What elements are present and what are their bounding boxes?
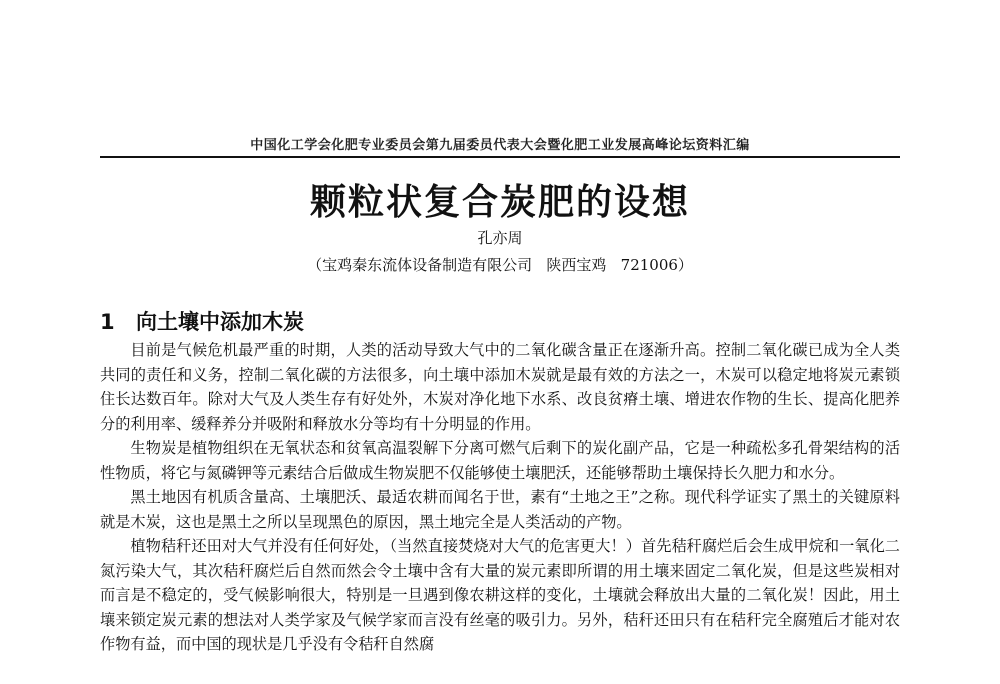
header-rule xyxy=(100,156,900,158)
section-heading xyxy=(100,308,900,336)
paper-title: 颗粒状复合炭肥的设想 xyxy=(309,182,690,223)
section-title: 向土壤中添加木炭 xyxy=(136,310,304,334)
paragraph: 植物秸秆还田对大气并没有任何好处，（当然直接焚烧对大气的危害更大！）首先秸秆腐烂后会生成甲烷和一氧化二氮污染大气，其次秸秆腐烂后自然而然会令土壤中含有大量的炭元素即所谓的用土壤来固定二氧化炭，但是这些炭相对而言是不稳定的，受气候影响很大，特别是一旦遇到像农耕这样的变化，土壤就会释放出大量的二氧化炭！因此，用土壤来锁定炭元素的想法对人类学家及气候学家而言没有丝毫的吸引力。另外，秸秆还田只有在秸秆完全腐殖后才能对农作物有益，而中国的现状是几乎没有令秸秆自然腐 xyxy=(100,537,900,653)
paragraph: 生物炭是植物组织在无氧状态和贫氧高温裂解下分离可燃气后剩下的炭化副产品，它是一种疏松多孔骨架结构的活性物质，将它与氮磷钾等元素结合后做成生物炭肥不仅能够使土壤肥沃，还能够帮助土壤保持长久肥力和水分。 xyxy=(100,439,900,482)
paragraph: 黑土地因有机质含量高、土壤肥沃、最适农耕而闻名于世，素有“土地之王”之称。现代科学证实了黑土的关键原料就是木炭，这也是黑土之所以呈现黑色的原因，黑土地完全是人类活动的产物。 xyxy=(100,488,900,531)
running-header: 中国化工学会化肥专业委员会第九届委员代表大会暨化肥工业发展高峰论坛资料汇编 xyxy=(250,138,750,153)
section-number: 1 xyxy=(100,310,115,334)
author-affiliation: （宝鸡秦东流体设备制造有限公司 陕西宝鸡 721006） xyxy=(307,256,693,274)
paragraph: 目前是气候危机最严重的时期，人类的活动导致大气中的二氧化碳含量正在逐渐升高。控制二氧化碳已成为全人类共同的责任和义务，控制二氧化碳的方法很多，向土壤中添加木炭就是最有效的方法之一，木炭可以稳定地将炭元素锁住长达数百年。除对大气及人类生存有好处外，木炭对净化地下水系、改良贫瘠土壤、增进农作物的生长、提高化肥养分的利用率、缓释养分并吸附和释放水分等均有十分明显的作用。 xyxy=(100,341,900,433)
body-text xyxy=(100,338,900,657)
author-name: 孔亦周 xyxy=(477,229,523,247)
